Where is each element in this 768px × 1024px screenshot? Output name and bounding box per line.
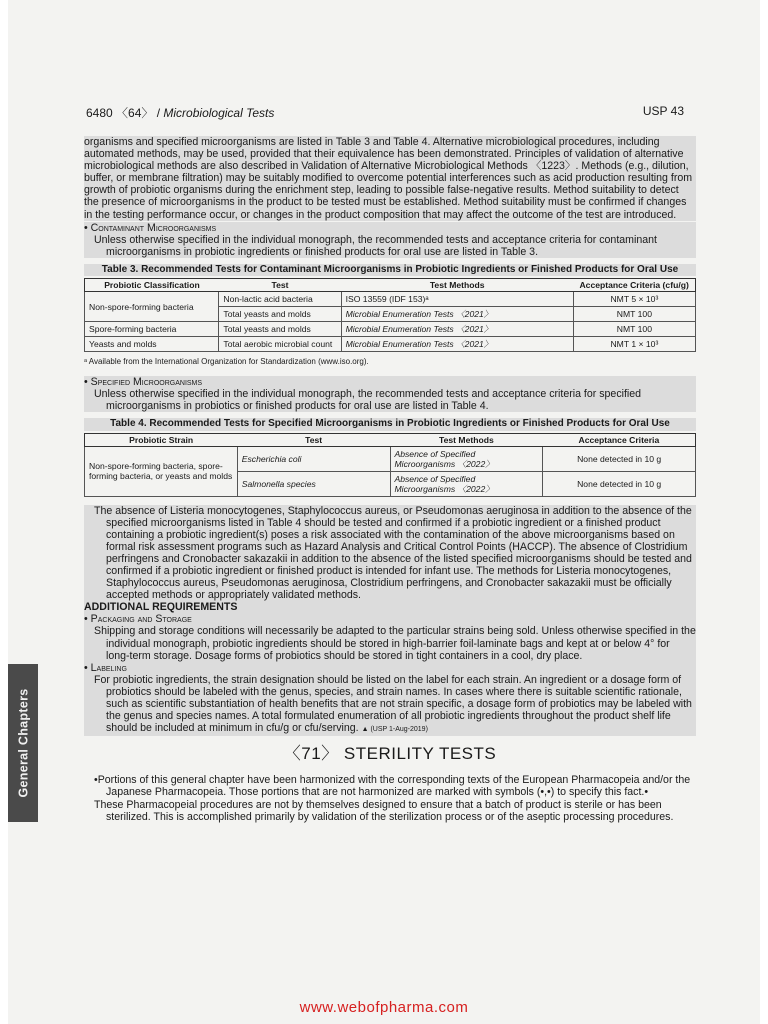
table-row [85, 322, 696, 337]
table-cell: Microbial Enumeration Tests 〈2021〉 [341, 337, 573, 352]
table-3 [84, 278, 696, 352]
table3-header: Acceptance Criteria (cfu/g) [573, 279, 695, 292]
sterility-para-2: These Pharmacopeial procedures are not by themselves designed to ensure that a batch of product is sterile or has been sterilized. This is accomplished primarily by validation of the sterilization process or of the aseptic processing procedures. [94, 798, 674, 823]
document-page [8, 0, 760, 1024]
table4-header: Acceptance Criteria [543, 433, 696, 446]
packaging-text: Shipping and storage conditions will necessarily be adapted to the particular strains being sold. Unless otherwise specified in the individual monograph, probiotic ingredients should be stored in high-barrier foil-laminate bags and kept at or below 4° for long-term storage. Dosage forms of probiotics should be stored in tight containers in a cool, dry place. [84, 625, 696, 661]
table-cell: Non-spore-forming bacteria [85, 292, 219, 322]
table-cell: Yeasts and molds [85, 337, 219, 352]
intro-paragraph: organisms and specified microorganisms are listed in Table 3 and Table 4. Alternative microbiological procedures, including automated methods, may be used, provided that their equivalence has been demonstrated. Principles of validation of alternative microbiological methods are also described in Validation of Alternative Microbiological Methods 〈1223〉. Methods (e.g., dilution, buffer, or membrane filtration) may be suitably modified to overcome potential interferences such as acid production resulting from growth of probiotic organisms during the enrichment step, leading to possible false-negative results. Method suitability to detect the presence of microorganisms in the product to be tested must be established. Method suitability must be confirmed if changes in the testing performance occur, or changes in the product composition that may affect the outcome of the test are introduced. [84, 136, 696, 221]
page-content [84, 136, 696, 823]
table-cell: NMT 100 [573, 307, 695, 322]
labeling-ref: ▲ (USP 1-Aug-2019) [361, 726, 428, 734]
table-cell: None detected in 10 g [543, 471, 696, 496]
table-cell: Non-lactic acid bacteria [219, 292, 341, 307]
table3-header: Test [219, 279, 341, 292]
page-header [86, 104, 684, 121]
contaminant-heading: • Contaminant Microorganisms [84, 222, 696, 234]
table3-footnote: ᵃ Available from the International Organization for Standardization (www.iso.org). [84, 357, 369, 367]
table-cell: Non-spore-forming bacteria, spore-forming bacteria, or yeasts and molds [85, 446, 238, 496]
table-cell: Absence of Specified Microorganisms 〈2022〉 [390, 446, 543, 471]
table-cell: Escherichia coli [237, 446, 390, 471]
table-cell: Salmonella species [237, 471, 390, 496]
table4-header: Test Methods [390, 433, 543, 446]
table4-header: Probiotic Strain [85, 433, 238, 446]
listeria-paragraph: The absence of Listeria monocytogenes, Staphylococcus aureus, or Pseudomonas aeruginosa in addition to the absence of the specified microorganisms listed in Table 4 should be tested and confirmed if a probiotic ingredient or a finished product containing a probiotic ingredient(s) poses a risk associated with the contamination of the above microorganisms based on formal risk assessment programs such as Hazard Analysis and Critical Control Points (HACCP). The absence of Clostridium perfringens and Cronobacter sakazakii in addition to the absence of the listed specified microorganisms should be tested and confirmed if a probiotic ingredient or finished product is intended for infant use. The methods for Listeria monocytogenes, Staphylococcus aureus, Pseudomonas aeruginosa, Clostridium perfringens, and Cronobacter sakazakii must be officially accepted methods or appropriately validated methods. [84, 505, 696, 602]
table-cell: NMT 100 [573, 322, 695, 337]
packaging-heading: • Packaging and Storage [84, 613, 696, 625]
table-row [85, 337, 696, 352]
table4-header: Test [237, 433, 390, 446]
table-cell: Total aerobic microbial count [219, 337, 341, 352]
table-cell: Microbial Enumeration Tests 〈2021〉 [341, 322, 573, 337]
additional-requirements-heading: ADDITIONAL REQUIREMENTS [84, 601, 696, 613]
table-row [85, 292, 696, 307]
table4-caption: Table 4. Recommended Tests for Specified Microorganisms in Probiotic Ingredients or Finished Products for Oral Use [84, 418, 696, 430]
specified-heading: • Specified Microorganisms [84, 376, 696, 388]
table-cell: Absence of Specified Microorganisms 〈2022〉 [390, 471, 543, 496]
footer-url[interactable]: www.webofpharma.com [299, 999, 469, 1016]
table3-caption: Table 3. Recommended Tests for Contaminant Microorganisms in Probiotic Ingredients or Finished Products for Oral Use [84, 264, 696, 276]
labeling-text: For probiotic ingredients, the strain designation should be listed on the label for each strain. An ingredient or a dosage form of probiotics should be labeled with the genus, species, and strain names. In cases where there is suitable scientific rationale, such as scientific substantiation of health benefits that are not strain specific, a dosage form of probiotics may be labeled with the genus and species names. A total formulated enumeration of all probiotic ingredients throughout the product shelf life should be included at minimum in cfu/g or cfu/serving. ▲ (USP 1-Aug-2019) [84, 674, 696, 736]
table-cell: None detected in 10 g [543, 446, 696, 471]
specified-text: Unless otherwise specified in the individual monograph, the recommended tests and acceptance criteria for specified microorganisms in probiotics or finished products for oral use are listed in Table 4. [84, 388, 696, 412]
table3-header: Probiotic Classification [85, 279, 219, 292]
table-row [85, 446, 696, 471]
table-cell: Spore-forming bacteria [85, 322, 219, 337]
labeling-heading: • Labeling [84, 662, 696, 674]
book-label: USP 43 [642, 104, 684, 118]
table-cell: Total yeasts and molds [219, 307, 341, 322]
table-cell: Microbial Enumeration Tests 〈2021〉 [341, 307, 573, 322]
table3-header: Test Methods [341, 279, 573, 292]
contaminant-text: Unless otherwise specified in the individual monograph, the recommended tests and acceptance criteria for contaminant microorganisms in probiotic ingredients or finished products for oral use are listed in Table 3. [84, 234, 696, 258]
sterility-title: 〈71〉 STERILITY TESTS [283, 744, 497, 764]
chapter-ref: 6480 〈64〉 / Microbiological Tests [86, 106, 275, 120]
general-chapters-tab: General Chapters [8, 664, 38, 822]
sterility-para-1: •Portions of this general chapter have been harmonized with the corresponding texts of the European Pharmacopeia and/or the Japanese Pharmacopeia. Those portions that are not harmonized are marked with symbols (•,•) to specify this fact.• [94, 774, 691, 799]
table-4 [84, 433, 696, 497]
table-cell: NMT 1 × 10³ [573, 337, 695, 352]
table-cell: Total yeasts and molds [219, 322, 341, 337]
table-cell: ISO 13559 (IDF 153)ᵃ [341, 292, 573, 307]
table-cell: NMT 5 × 10³ [573, 292, 695, 307]
